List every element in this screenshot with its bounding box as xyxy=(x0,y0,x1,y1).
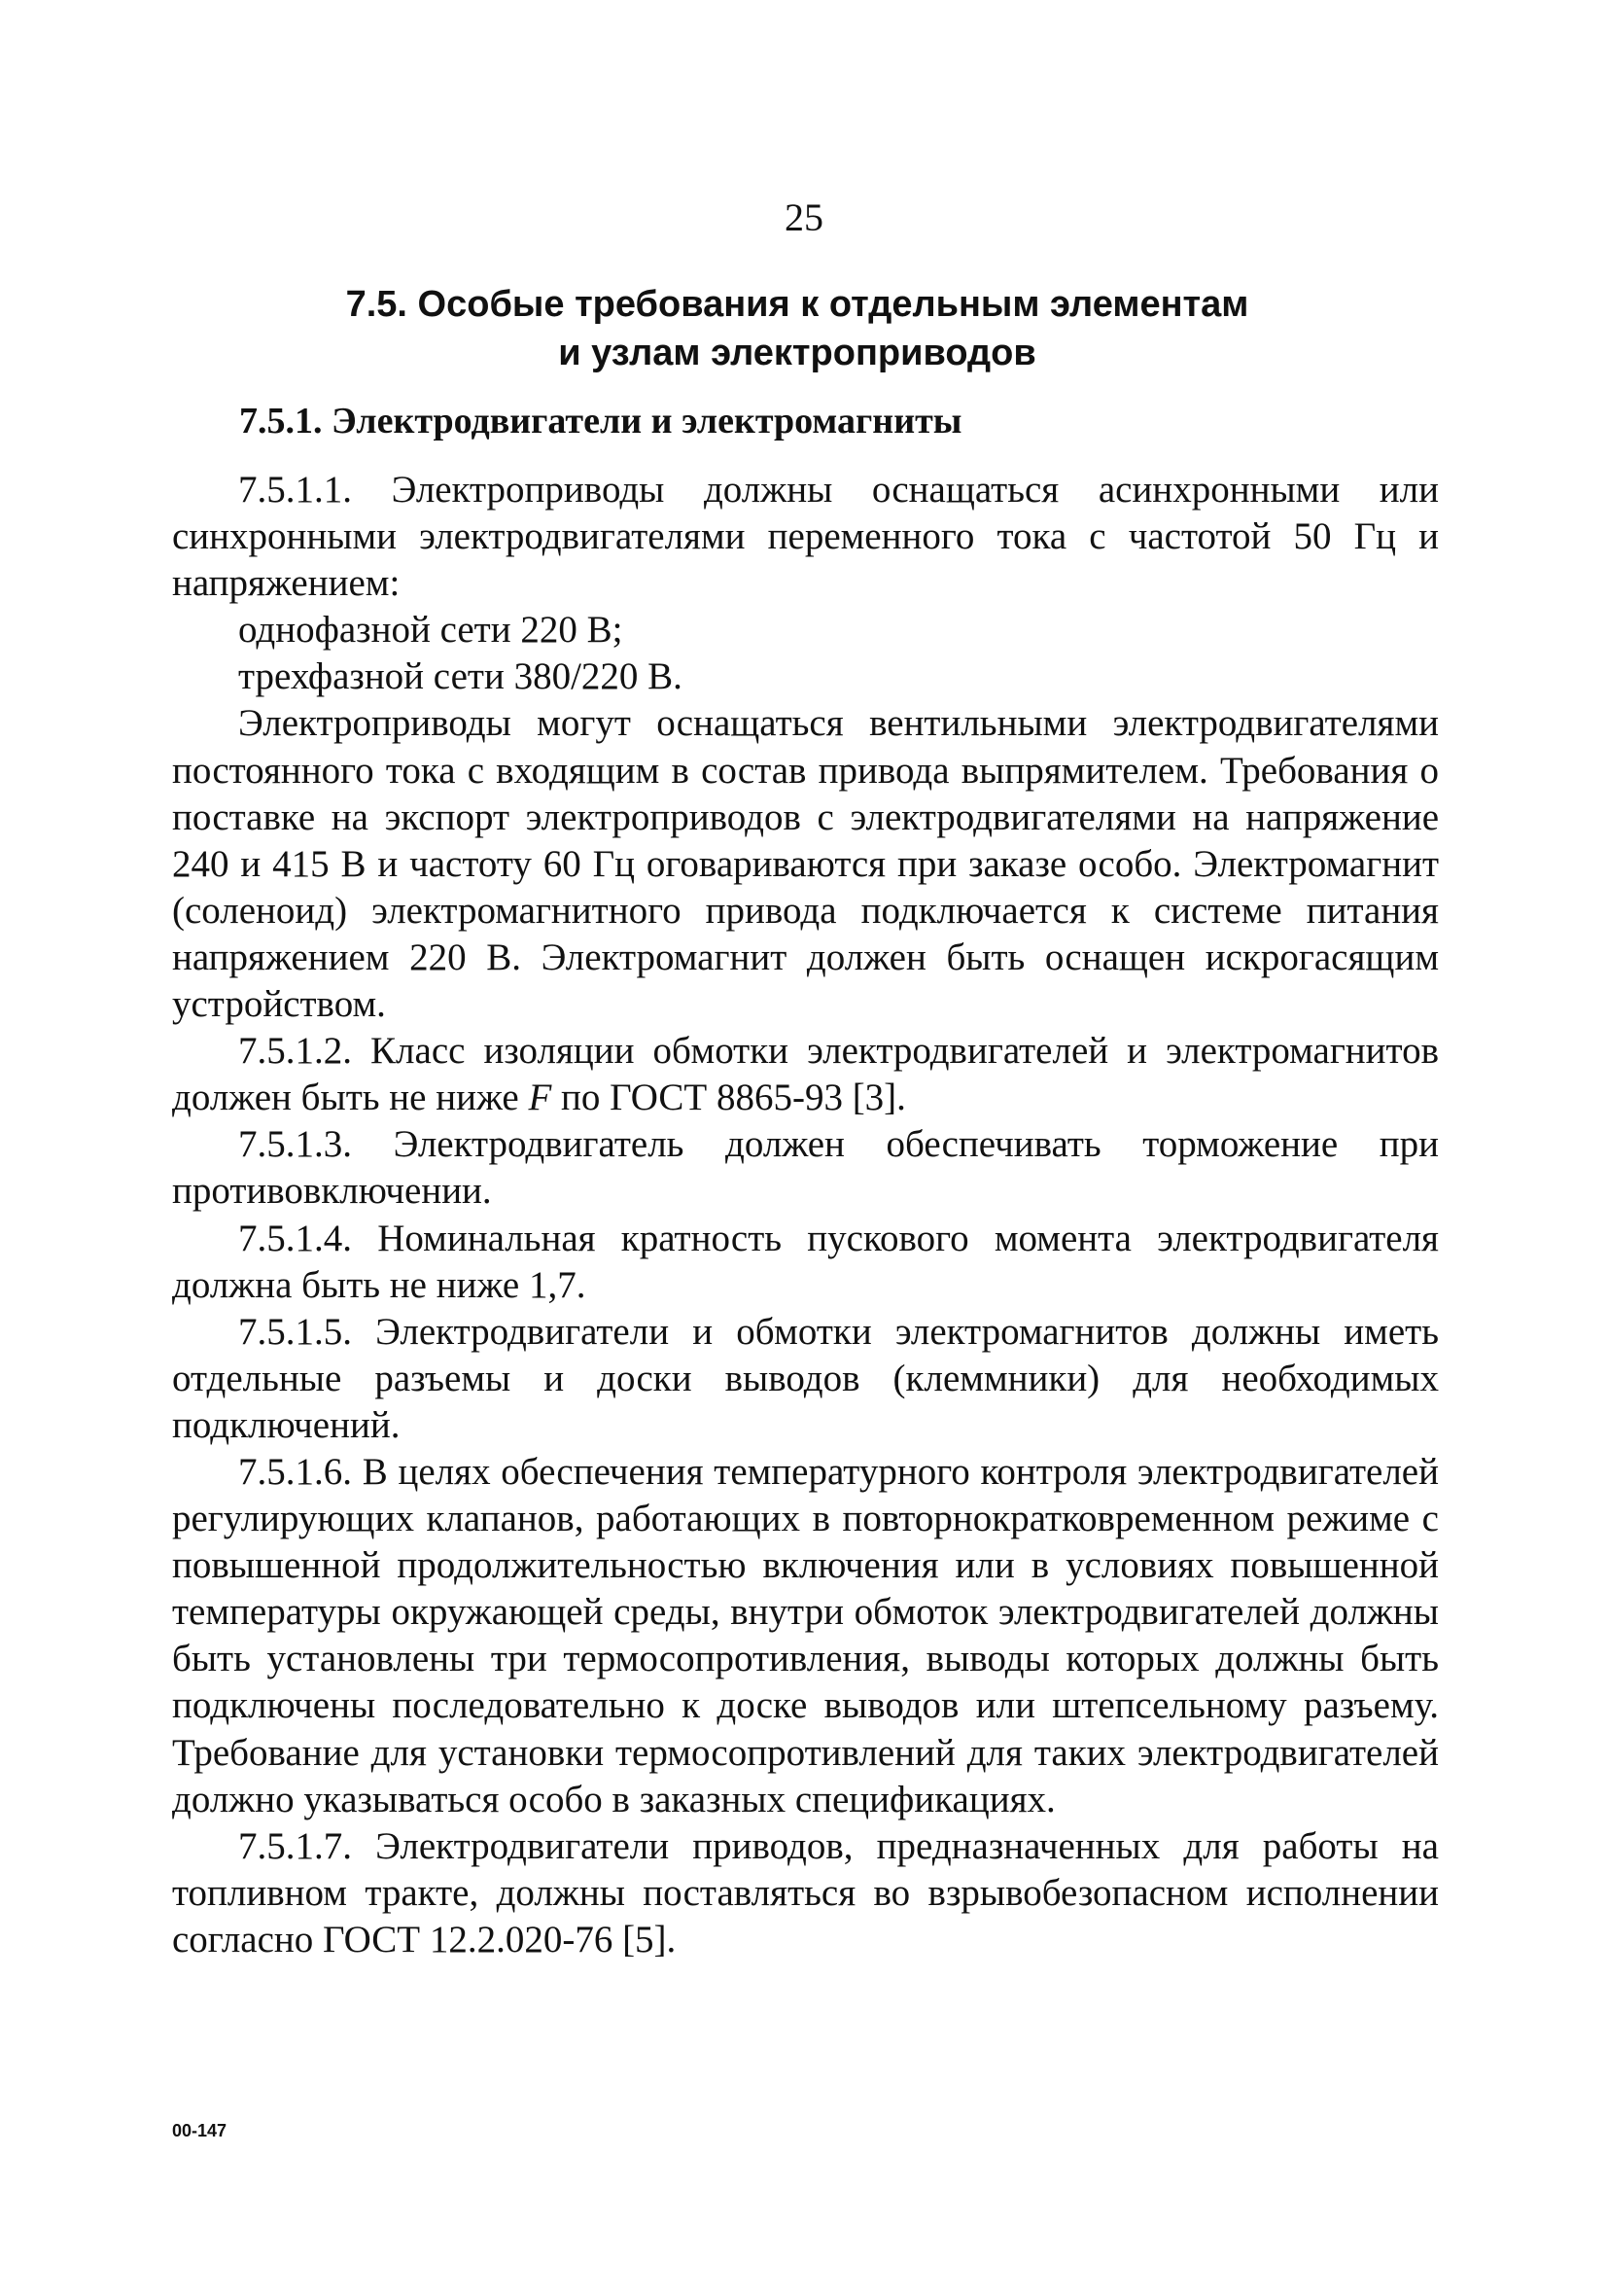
paragraph-7-5-1-2-ref: по ГОСТ 8865-93 [3]. xyxy=(551,1077,906,1119)
list-item-three-phase: трехфазной сети 380/220 В. xyxy=(238,655,682,698)
page-number: 25 xyxy=(785,195,823,239)
body-text xyxy=(172,467,1439,1963)
paragraph-7-5-1-6: 7.5.1.6. В целях обеспечения температурного контроля электродвигателей регулирующих клапанов, работающих в повторнократковременном режиме с повышенной продолжительностью включения или в условиях повышенной температуры окружающей среды, внутри обмоток электродвигателей должны быть установлены три термосопротивления, выводы которых должны быть подключены последовательно к доске выводов или штепсельному разъему. Требование для установки термосопротивлений для таких электродвигателей должно указываться особо в заказных спецификациях. xyxy=(172,1450,1439,1820)
paragraph-valve-motors: Электроприводы могут оснащаться вентильными электродвигателями постоянного тока с входящим в состав привода выпрямителем. Требования о поставке на экспорт электроприводов с электродвигателями на напряжение 240 и 415 В и частоту 60 Гц оговариваются при заказе особо. Электромагнит (соленоид) электромагнитного привода подключается к системе питания напряжением 220 В. Электромагнит должен быть оснащен искрогасящим устройством. xyxy=(172,702,1439,1026)
section-heading-line2: и узлам электроприводов xyxy=(558,333,1036,373)
section-heading xyxy=(262,280,1332,377)
document-code: 00-147 xyxy=(172,2121,227,2140)
paragraph-7-5-1-7: 7.5.1.7. Электродвигатели приводов, предназначенных для работы на топливном тракте, должны поставляться во взрывобезопасном исполнении согласно ГОСТ 12.2.020-76 [5]. xyxy=(172,1824,1439,1960)
paragraph-7-5-1-5: 7.5.1.5. Электродвигатели и обмотки электромагнитов должны иметь отдельные разъемы и доски выводов (клеммники) для необходимых подключений. xyxy=(172,1310,1439,1446)
paragraph-7-5-1-2 xyxy=(172,1028,1439,1121)
paragraph-7-5-1-2-text: 7.5.1.2. Класс изоляции обмотки электродвигателей и электромагнитов должен быть не ниже xyxy=(172,1030,1439,1119)
subsection-heading: 7.5.1. Электродвигатели и электромагниты xyxy=(239,401,962,442)
section-heading-line1: 7.5. Особые требования к отдельным элементам xyxy=(345,284,1249,325)
paragraph-7-5-1-3: 7.5.1.3. Электродвигатель должен обеспечивать торможение при противовключении. xyxy=(172,1123,1439,1213)
paragraph-7-5-1-1: 7.5.1.1. Электроприводы должны оснащаться асинхронными или синхронными электродвигателями переменного тока с частотой 50 Гц и напряжением: xyxy=(172,469,1439,605)
paragraph-7-5-1-4: 7.5.1.4. Номинальная кратность пускового момента электродвигателя должна быть не ниже 1,7. xyxy=(172,1217,1439,1306)
insulation-class: F xyxy=(528,1077,552,1119)
list-item-single-phase: однофазной сети 220 В; xyxy=(238,609,623,652)
